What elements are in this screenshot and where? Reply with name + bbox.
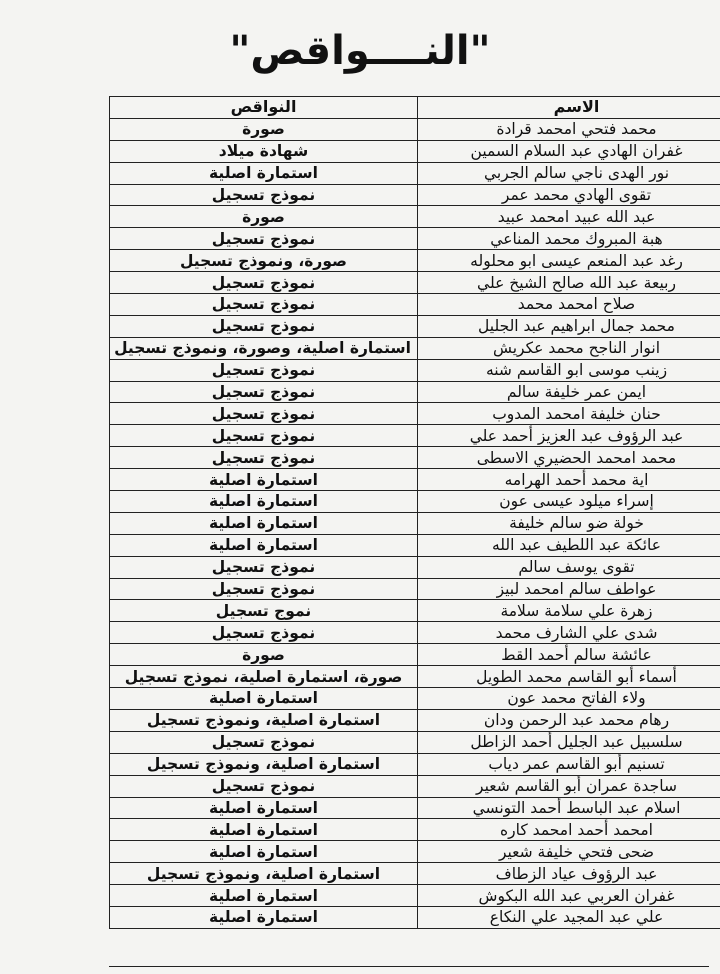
table-row	[110, 250, 720, 272]
table-row	[110, 447, 720, 469]
missing-items-cell: نموذج تسجيل	[110, 578, 418, 600]
table-row	[110, 885, 720, 907]
missing-items-cell: استمارة اصلية	[110, 469, 418, 491]
missing-items-cell: استمارة اصلية	[110, 162, 418, 184]
missing-items-cell: استمارة اصلية	[110, 906, 418, 928]
header-name: الاسم	[418, 97, 720, 119]
missing-items-cell: استمارة اصلية	[110, 688, 418, 710]
student-name-cell: رهام محمد عبد الرحمن ودان	[418, 709, 720, 731]
missing-items-cell: استمارة اصلية	[110, 797, 418, 819]
table-row	[110, 775, 720, 797]
missing-items-cell: استمارة اصلية، ونموذج تسجيل	[110, 753, 418, 775]
student-name-cell: ضحى فتحي خليفة شعير	[418, 841, 720, 863]
student-name-cell: انوار الناجح محمد عكريش	[418, 337, 720, 359]
student-name-cell: علي عبد المجيد علي النكاع	[418, 906, 720, 928]
table-row	[110, 600, 720, 622]
student-name-cell: تقوى الهادي محمد عمر	[418, 184, 720, 206]
student-name-cell: غفران العربي عبد الله البكوش	[418, 885, 720, 907]
student-name-cell: خولة ضو سالم خليفة	[418, 512, 720, 534]
missing-items-cell: نموذج تسجيل	[110, 272, 418, 294]
page-title: "النــــواقص"	[0, 28, 720, 74]
student-name-cell: تسنيم أبو القاسم عمر دياب	[418, 753, 720, 775]
missing-items-cell: صورة، ونموذج تسجيل	[110, 250, 418, 272]
student-name-cell: صلاح امحمد محمد	[418, 294, 720, 316]
missing-items-cell: استمارة اصلية، ونموذج تسجيل	[110, 863, 418, 885]
student-name-cell: زينب موسى ابو القاسم شنه	[418, 359, 720, 381]
missing-items-cell: نموذج تسجيل	[110, 731, 418, 753]
table-row	[110, 469, 720, 491]
missing-items-cell: استمارة اصلية، ونموذج تسجيل	[110, 709, 418, 731]
student-name-cell: أسماء أبو القاسم محمد الطويل	[418, 666, 720, 688]
table-row	[110, 491, 720, 513]
student-name-cell: شدى علي الشارف محمد	[418, 622, 720, 644]
missing-items-cell: استمارة اصلية	[110, 841, 418, 863]
student-name-cell: ساجدة عمران أبو القاسم شعير	[418, 775, 720, 797]
table-row	[110, 753, 720, 775]
table-row	[110, 906, 720, 928]
missing-items-cell: نموذج تسجيل	[110, 294, 418, 316]
student-name-cell: عبد الله عبيد امحمد عبيد	[418, 206, 720, 228]
table-row	[110, 140, 720, 162]
table-header-row	[110, 97, 720, 119]
missing-items-cell: نموذج تسجيل	[110, 184, 418, 206]
table-row	[110, 534, 720, 556]
table-row	[110, 556, 720, 578]
table-row	[110, 359, 720, 381]
missing-items-cell: نموذج تسجيل	[110, 425, 418, 447]
student-name-cell: ربيعة عبد الله صالح الشيخ علي	[418, 272, 720, 294]
missing-items-cell: نموذج تسجيل	[110, 359, 418, 381]
header-missing: النواقص	[110, 97, 418, 119]
table-row	[110, 819, 720, 841]
missing-items-cell: نموذج تسجيل	[110, 403, 418, 425]
missing-items-cell: نموذج تسجيل	[110, 775, 418, 797]
missing-items-cell: نموذج تسجيل	[110, 447, 418, 469]
table-row	[110, 228, 720, 250]
table-row	[110, 337, 720, 359]
student-name-cell: ايمن عمر خليفة سالم	[418, 381, 720, 403]
table-body	[110, 118, 720, 928]
table-row	[110, 709, 720, 731]
table-row	[110, 403, 720, 425]
missing-items-cell: استمارة اصلية	[110, 512, 418, 534]
missing-items-cell: شهادة ميلاد	[110, 140, 418, 162]
table-row	[110, 184, 720, 206]
student-name-cell: اسلام عبد الباسط أحمد التونسي	[418, 797, 720, 819]
missing-items-cell: صورة	[110, 206, 418, 228]
student-name-cell: عواطف سالم امحمد لبيز	[418, 578, 720, 600]
missing-items-cell: استمارة اصلية	[110, 491, 418, 513]
table-row	[110, 644, 720, 666]
missing-items-cell: استمارة اصلية، وصورة، ونموذج تسجيل	[110, 337, 418, 359]
student-name-cell: عبد الرؤوف عبد العزيز أحمد علي	[418, 425, 720, 447]
missing-items-cell: استمارة اصلية	[110, 534, 418, 556]
student-name-cell: حنان خليفة امحمد المدوب	[418, 403, 720, 425]
missing-documents-table	[109, 96, 720, 929]
student-name-cell: تقوى يوسف سالم	[418, 556, 720, 578]
table-row	[110, 841, 720, 863]
missing-items-cell: استمارة اصلية	[110, 885, 418, 907]
table-row	[110, 315, 720, 337]
table-row	[110, 512, 720, 534]
missing-items-cell: صورة، استمارة اصلية، نموذج تسجيل	[110, 666, 418, 688]
student-name-cell: عائكة عبد اللطيف عبد الله	[418, 534, 720, 556]
missing-items-cell: صورة	[110, 118, 418, 140]
student-name-cell: إسراء ميلود عيسى عون	[418, 491, 720, 513]
student-name-cell: محمد امحمد الحضيري الاسطى	[418, 447, 720, 469]
missing-items-cell: نموذج تسجيل	[110, 315, 418, 337]
table-row	[110, 666, 720, 688]
missing-items-cell: نموذج تسجيل	[110, 622, 418, 644]
table-row	[110, 381, 720, 403]
student-name-cell: عبد الرؤوف عياد الزطاف	[418, 863, 720, 885]
table-row	[110, 688, 720, 710]
student-name-cell: نور الهدى ناجي سالم الجربي	[418, 162, 720, 184]
table-row	[110, 206, 720, 228]
student-name-cell: محمد جمال ابراهيم عبد الجليل	[418, 315, 720, 337]
student-name-cell: رغد عبد المنعم عيسى ابو محلوله	[418, 250, 720, 272]
table-row	[110, 578, 720, 600]
table-row	[110, 622, 720, 644]
table-row	[110, 118, 720, 140]
missing-items-cell: صورة	[110, 644, 418, 666]
table-row	[110, 863, 720, 885]
table-row	[110, 162, 720, 184]
student-name-cell: هبة المبروك محمد المناعي	[418, 228, 720, 250]
student-name-cell: غفران الهادي عبد السلام السمين	[418, 140, 720, 162]
table-row	[110, 272, 720, 294]
table-row	[110, 425, 720, 447]
table-row	[110, 797, 720, 819]
student-name-cell: اية محمد أحمد الهرامه	[418, 469, 720, 491]
student-name-cell: امحمد أحمد امحمد كاره	[418, 819, 720, 841]
table-row	[110, 294, 720, 316]
missing-items-cell: نموذج تسجيل	[110, 381, 418, 403]
student-name-cell: عائشة سالم أحمد القط	[418, 644, 720, 666]
student-name-cell: زهرة علي سلامة سلامة	[418, 600, 720, 622]
missing-items-cell: استمارة اصلية	[110, 819, 418, 841]
student-name-cell: محمد فتحي امحمد قرادة	[418, 118, 720, 140]
missing-items-cell: نموذج تسجيل	[110, 556, 418, 578]
student-name-cell: ولاء الفاتح محمد عون	[418, 688, 720, 710]
student-name-cell: سلسبيل عبد الجليل أحمد الزاطل	[418, 731, 720, 753]
missing-items-cell: نموذج تسجيل	[110, 228, 418, 250]
table-row	[110, 731, 720, 753]
missing-items-cell: نموج تسجيل	[110, 600, 418, 622]
